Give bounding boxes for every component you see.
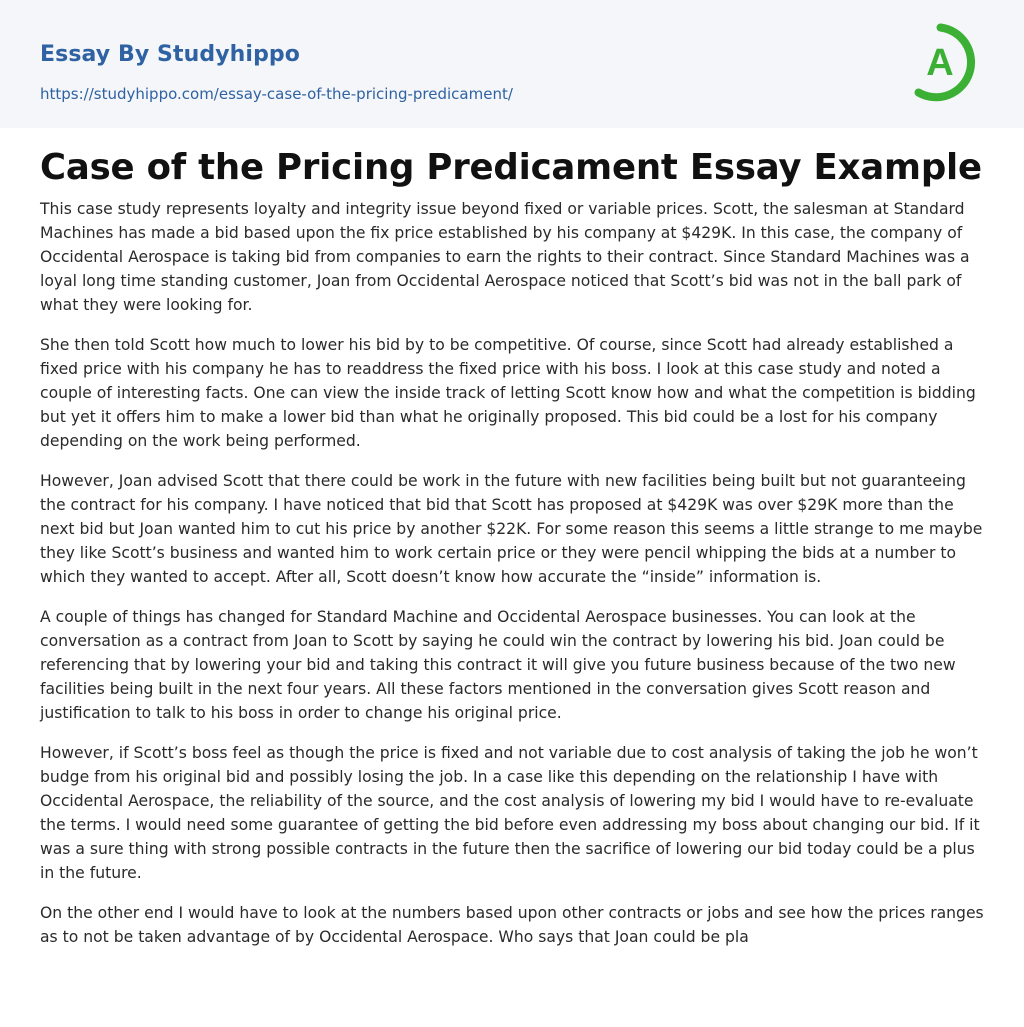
essay-paragraph: She then told Scott how much to lower his bid by to be competitive. Of course, since Scott had already established a fixed price with his company he has to readdress the fixed price with his boss. I look at this case study and noted a couple of interesting facts. One can view the inside track of letting Scott know how and what the competition is bidding but yet it offers him to make a lower bid than what he originally proposed. This bid could be a lost for his company depending on the work being performed. xyxy=(40,336,976,450)
site-brand[interactable]: Essay By Studyhippo xyxy=(40,42,300,67)
essay-article xyxy=(40,144,984,965)
essay-paragraph: A couple of things has changed for Standard Machine and Occidental Aerospace businesses. You can look at the conversation as a contract from Joan to Scott by saying he could win the contract by lowering his bid. Joan could be referencing that by lowering your bid and taking this contract it will give you future business because of the two new facilities being built in the next four years. All these factors mentioned in the conversation gives Scott reason and justification to talk to his boss in order to change his original price. xyxy=(40,608,956,722)
logo-letter: A xyxy=(926,42,954,84)
page-title: Case of the Pricing Predicament Essay Example xyxy=(40,147,982,188)
essay-body xyxy=(40,197,984,949)
essay-paragraph: On the other end I would have to look at the numbers based upon other contracts or jobs and see how the prices ranges as to not be taken advantage of by Occidental Aerospace. Who says that Joan could be pla xyxy=(40,904,984,946)
essay-paragraph: However, if Scott’s boss feel as though the price is fixed and not variable due to cost analysis of taking the job he won’t budge from his original bid and possibly losing the job. In a case like this depending on the relationship I have with Occidental Aerospace, the reliability of the source, and the cost analysis of lowering my bid I would have to re-evaluate the terms. I would need some guarantee of getting the bid before even addressing my boss about changing our bid. If it was a sure thing with strong possible contracts in the future then the sacrifice of lowering our bid today could be a plus in the future. xyxy=(40,744,980,882)
studyhippo-logo-icon[interactable] xyxy=(910,17,988,107)
essay-url-link[interactable]: https://studyhippo.com/essay-case-of-the-pricing-predicament/ xyxy=(40,85,513,103)
site-header xyxy=(0,0,1024,128)
essay-paragraph: This case study represents loyalty and integrity issue beyond fixed or variable prices. Scott, the salesman at Standard Machines has made a bid based upon the fix price established by his company at $429K. In this case, the company of Occidental Aerospace is taking bid from companies to earn the rights to their contract. Since Standard Machines was a loyal long time standing customer, Joan from Occidental Aerospace noticed that Scott’s bid was not in the ball park of what they were looking for. xyxy=(40,200,970,314)
essay-paragraph: However, Joan advised Scott that there could be work in the future with new facilities being built but not guaranteeing the contract for his company. I have noticed that bid that Scott has proposed at $429K was over $29K more than the next bid but Joan wanted him to cut his price by another $22K. For some reason this seems a little strange to me maybe they like Scott’s business and wanted him to work certain price or they were pencil whipping the bids at a number to which they wanted to accept. After all, Scott doesn’t know how accurate the “inside” information is. xyxy=(40,472,983,586)
